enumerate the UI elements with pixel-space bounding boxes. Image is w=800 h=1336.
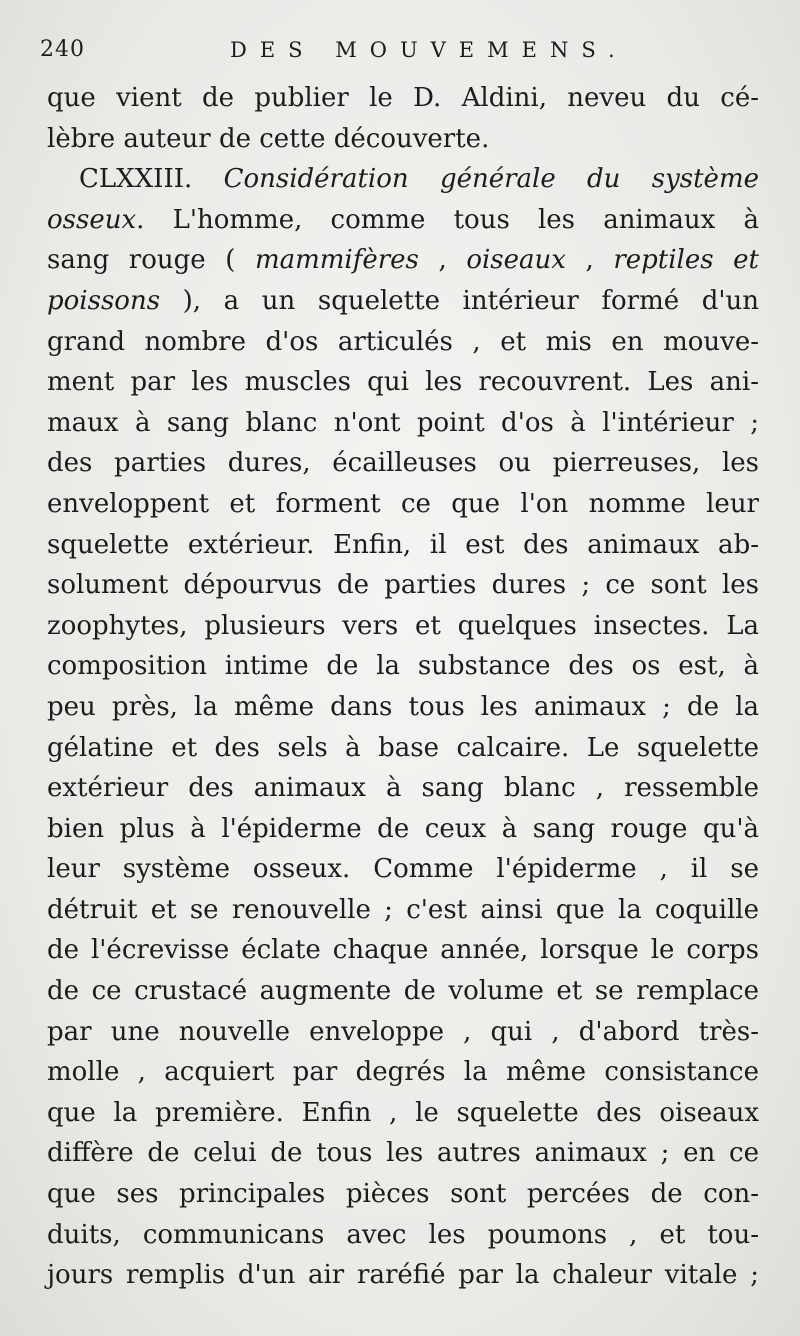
text-segment: . L'homme, comme tous les animaux à: [136, 204, 759, 235]
text-line: gélatine et des sels à base calcaire. Le squelette: [47, 732, 759, 763]
text-line: composition intime de la substance des os est, à: [47, 651, 759, 682]
page-header: [40, 34, 780, 66]
text-segment: sang rouge (: [47, 245, 255, 276]
page-number: 240: [40, 37, 85, 62]
text-line: zoophytes, plusieurs vers et quelques insectes. La: [47, 610, 759, 641]
text-line: [47, 159, 759, 200]
text-line: par une nouvelle enveloppe , qui , d'abord très-: [47, 1016, 759, 1047]
italic-text: reptiles et: [613, 245, 759, 276]
running-title: DES MOUVEMENS.: [230, 38, 628, 62]
text-line: diffère de celui de tous les autres animaux ; en ce: [47, 1138, 759, 1169]
text-line: ment par les muscles qui les recouvrent. Les ani-: [47, 367, 759, 398]
text-line: que la première. Enfin , le squelette des oiseaux: [47, 1097, 759, 1128]
italic-text: oiseaux: [466, 245, 566, 276]
text-line: duits, communicans avec les poumons , et tou-: [47, 1219, 759, 1250]
text-line: [47, 200, 759, 241]
text-line: de l'écrevisse éclate chaque année, lorsque le corps: [47, 935, 759, 966]
text-line: enveloppent et forment ce que l'on nomme leur: [47, 488, 759, 519]
italic-text: poissons: [47, 285, 161, 316]
text-segment: CLXXIII.: [79, 164, 224, 195]
italic-text: Considération générale du système: [223, 164, 759, 195]
text-line: molle , acquiert par degrés la même consistance: [47, 1057, 759, 1088]
text-segment: ,: [565, 245, 614, 276]
text-line: détruit et se renouvelle ; c'est ainsi que la coquille: [47, 894, 759, 925]
text-line: que vient de publier le D. Aldini, neveu du cé-: [47, 83, 759, 113]
body-text: [47, 78, 759, 1296]
italic-text: osseux: [47, 204, 137, 235]
text-segment: ), a un squelette intérieur formé d'un: [160, 285, 759, 316]
text-line: jours remplis d'un air raréfié par la chaleur vitale ;: [47, 1260, 759, 1291]
text-line: [47, 281, 759, 322]
text-line: bien plus à l'épiderme de ceux à sang rouge qu'à: [47, 813, 759, 844]
text-line: squelette extérieur. Enfin, il est des animaux ab-: [47, 529, 759, 560]
text-line: de ce crustacé augmente de volume et se remplace: [47, 976, 759, 1007]
text-line: des parties dures, écailleuses ou pierreuses, les: [47, 448, 759, 479]
italic-text: mammifères: [254, 245, 419, 276]
text-line: [47, 240, 759, 281]
text-line: lèbre auteur de cette découverte.: [47, 123, 490, 154]
text-line: solument dépourvus de parties dures ; ce sont les: [47, 570, 759, 601]
text-line: grand nombre d'os articulés , et mis en mouve-: [47, 326, 759, 357]
text-line: que ses principales pièces sont percées de con-: [47, 1179, 759, 1210]
text-line: extérieur des animaux à sang blanc , ressemble: [47, 773, 759, 804]
text-line: maux à sang blanc n'ont point d'os à l'intérieur ;: [47, 407, 759, 438]
text-line: leur système osseux. Comme l'épiderme , il se: [47, 854, 759, 885]
text-segment: ,: [418, 245, 467, 276]
text-line: peu près, la même dans tous les animaux ; de la: [47, 691, 759, 722]
